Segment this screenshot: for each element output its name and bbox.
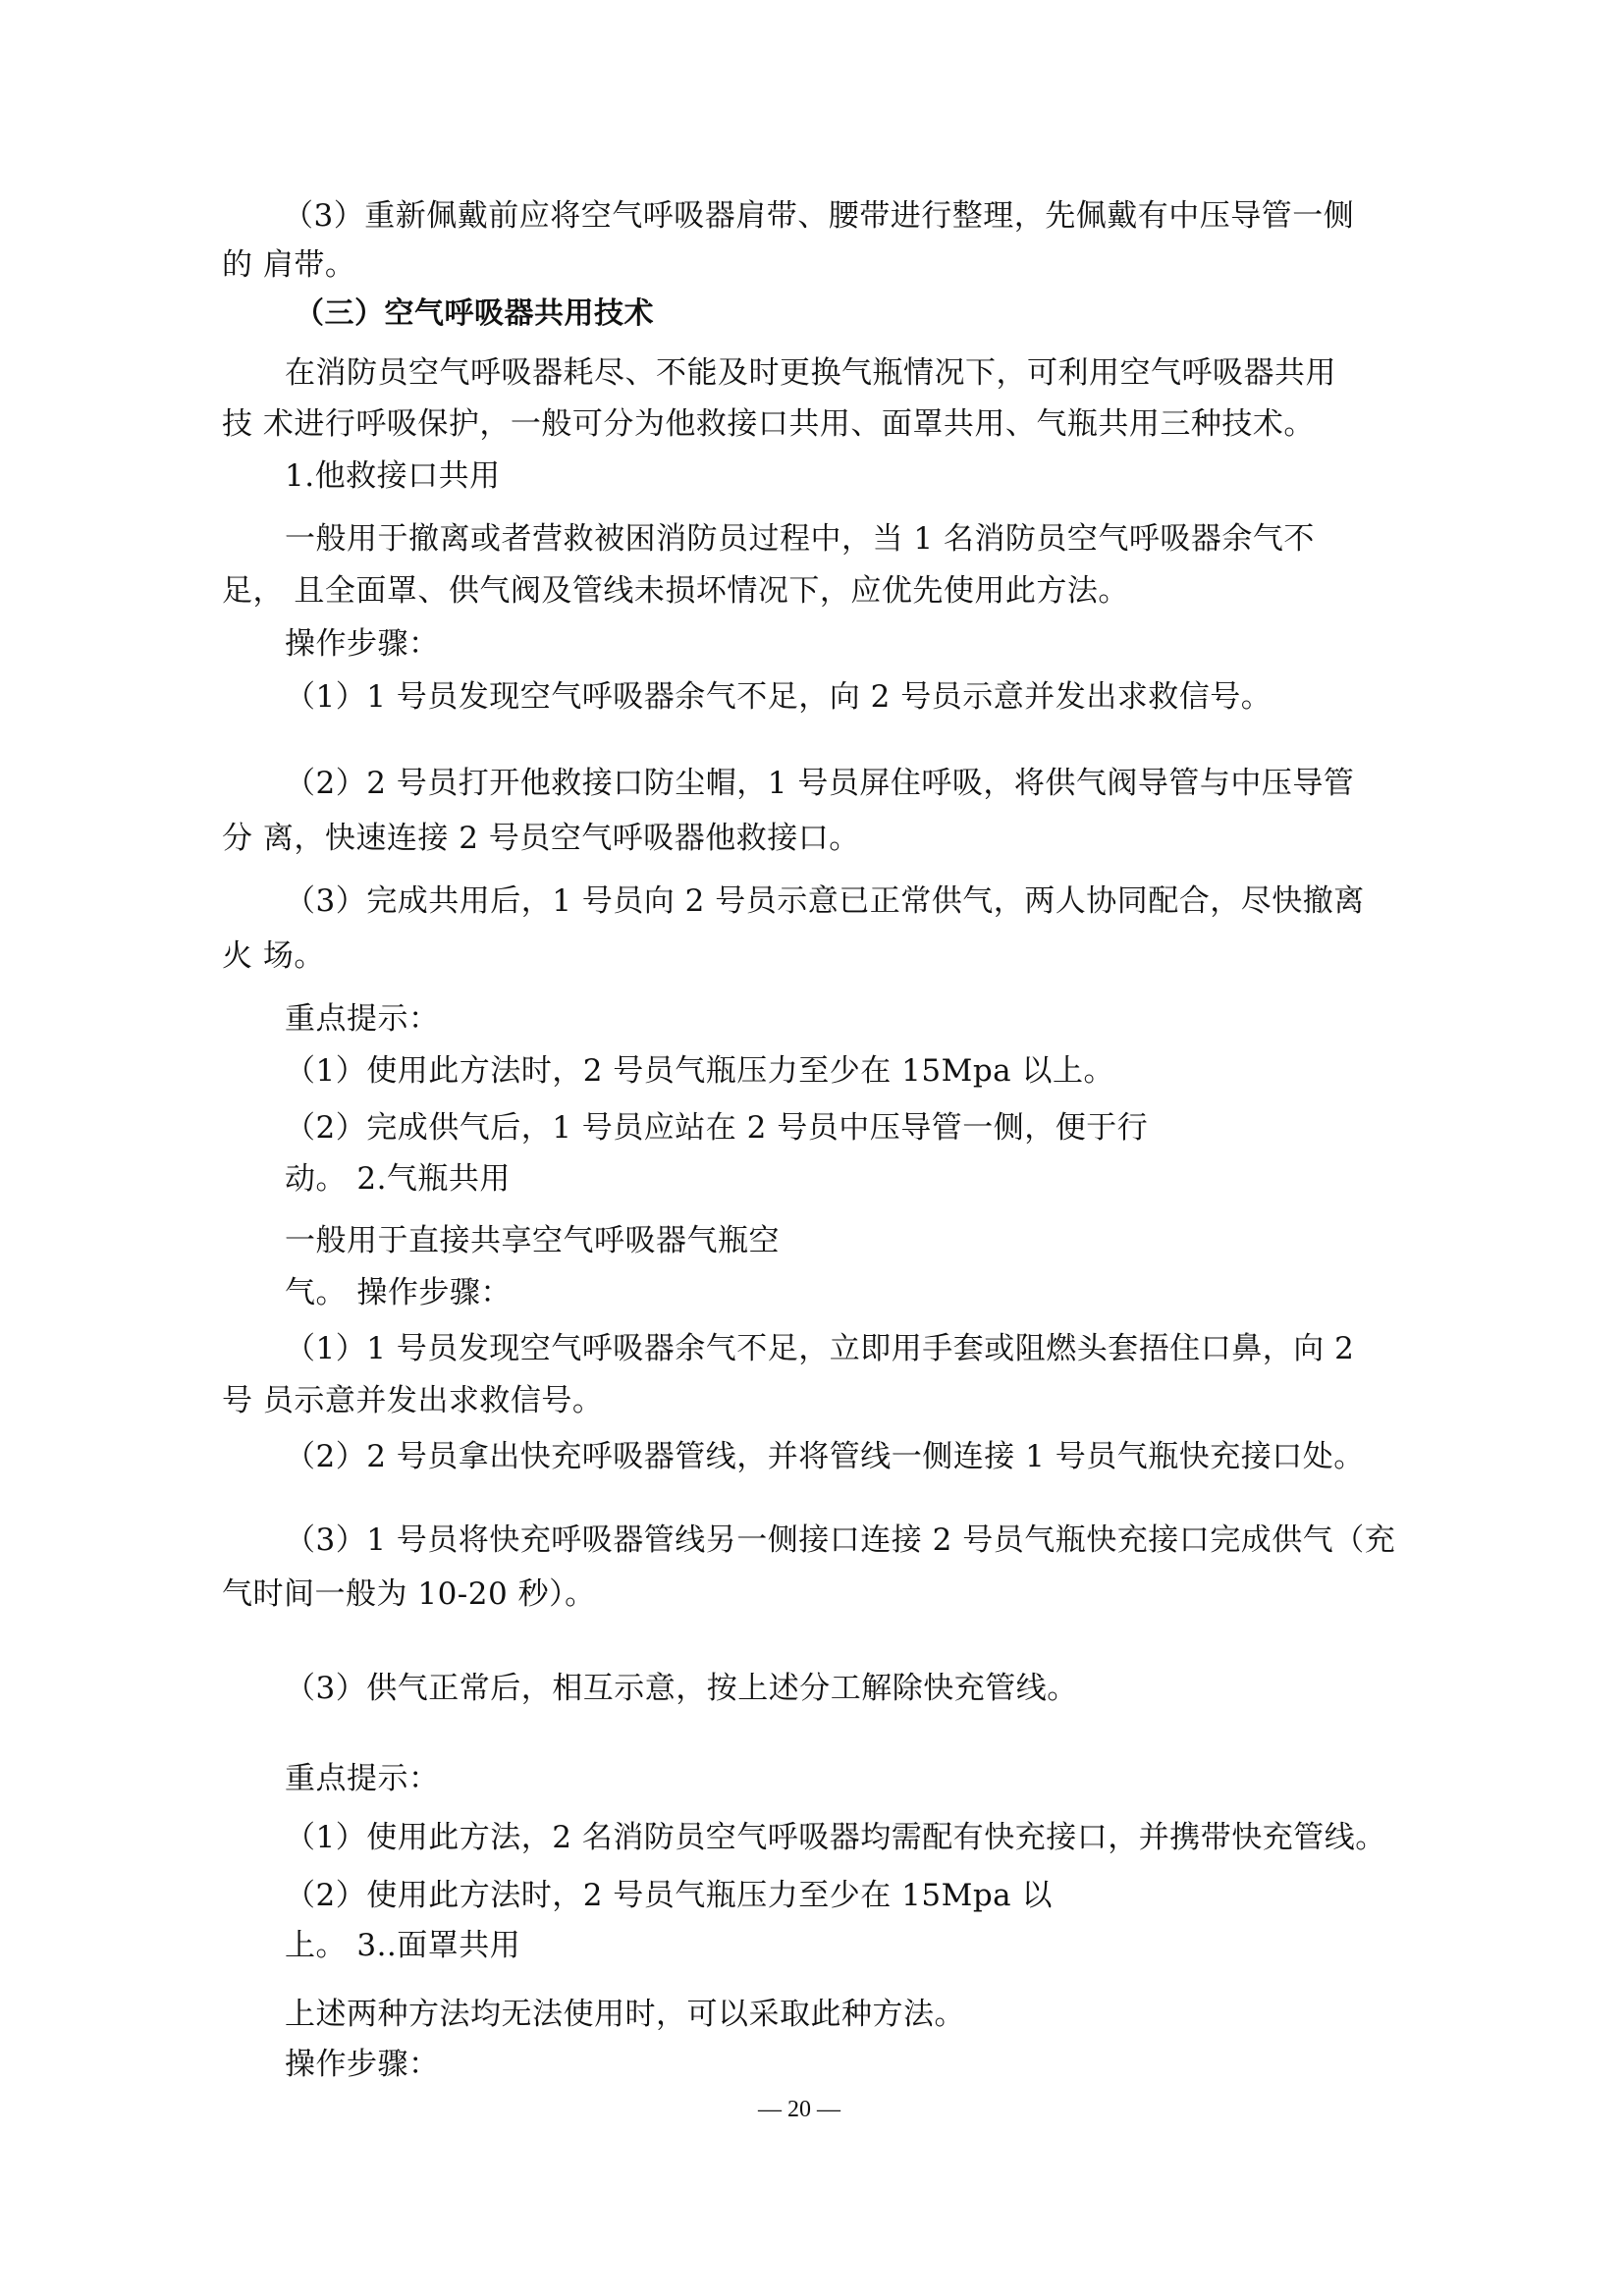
text-line: 分 离，快速连接 2 号员空气呼吸器他救接口。 bbox=[222, 821, 860, 856]
text-line: 足， 且全面罩、供气阀及管线未损坏情况下，应优先使用此方法。 bbox=[222, 573, 1129, 609]
text-line: 的 肩带。 bbox=[222, 247, 356, 283]
text-line: 火 场。 bbox=[222, 938, 325, 974]
text-line: 气。 操作步骤： bbox=[285, 1275, 512, 1310]
text-line: 气时间一般为 10-20 秒）。 bbox=[222, 1576, 596, 1612]
text-line: （3）供气正常后，相互示意，按上述分工解除快充管线。 bbox=[285, 1671, 1078, 1706]
text-line: 在消防员空气呼吸器耗尽、不能及时更换气瓶情况下，可利用空气呼吸器共用 bbox=[285, 355, 1336, 391]
text-line: （2）2 号员拿出快充呼吸器管线，并将管线一侧连接 1 号员气瓶快充接口处。 bbox=[285, 1439, 1365, 1474]
text-line: （1）1 号员发现空气呼吸器余气不足，向 2 号员示意并发出求救信号。 bbox=[285, 679, 1272, 715]
text-line: （3）1 号员将快充呼吸器管线另一侧接口连接 2 号员气瓶快充接口完成供气（充 bbox=[285, 1522, 1396, 1558]
text-line: （3）重新佩戴前应将空气呼吸器肩带、腰带进行整理，先佩戴有中压导管一侧 bbox=[283, 198, 1355, 234]
section-heading: （三）空气呼吸器共用技术 bbox=[295, 296, 654, 331]
text-line: 号 员示意并发出求救信号。 bbox=[222, 1383, 604, 1418]
text-line: 技 术进行呼吸保护，一般可分为他救接口共用、面罩共用、气瓶共用三种技术。 bbox=[222, 406, 1315, 442]
text-line: 上述两种方法均无法使用时，可以采取此种方法。 bbox=[285, 1997, 965, 2032]
text-line: （1）使用此方法，2 名消防员空气呼吸器均需配有快充接口，并携带快充管线。 bbox=[285, 1820, 1386, 1855]
text-line: （2）2 号员打开他救接口防尘帽，1 号员屏住呼吸，将供气阀导管与中压导管 bbox=[285, 766, 1355, 801]
text-line: 重点提示： bbox=[285, 1001, 440, 1037]
text-line: 重点提示： bbox=[285, 1761, 440, 1796]
text-line: （3）完成共用后，1 号员向 2 号员示意已正常供气，两人协同配合，尽快撤离 bbox=[285, 883, 1365, 919]
text-line: （1）1 号员发现空气呼吸器余气不足，立即用手套或阻燃头套捂住口鼻，向 2 bbox=[285, 1331, 1355, 1366]
text-line: 一般用于撤离或者营救被困消防员过程中，当 1 名消防员空气呼吸器余气不 bbox=[285, 521, 1315, 557]
text-line: （2）完成供气后，1 号员应站在 2 号员中压导管一侧，便于行 bbox=[285, 1110, 1149, 1146]
text-line: 动。 2.气瓶共用 bbox=[285, 1161, 511, 1197]
subsection-heading: 1.他救接口共用 bbox=[285, 458, 501, 494]
text-line: 上。 3..面罩共用 bbox=[285, 1928, 521, 1963]
text-line: 一般用于直接共享空气呼吸器气瓶空 bbox=[285, 1223, 780, 1258]
text-line: 操作步骤： bbox=[285, 626, 440, 662]
text-line: 操作步骤： bbox=[285, 2047, 440, 2082]
text-line: （1）使用此方法时，2 号员气瓶压力至少在 15Mpa 以上。 bbox=[285, 1053, 1115, 1089]
page-number: — 20 — bbox=[758, 2097, 840, 2122]
text-line: （2）使用此方法时，2 号员气瓶压力至少在 15Mpa 以 bbox=[285, 1878, 1054, 1913]
